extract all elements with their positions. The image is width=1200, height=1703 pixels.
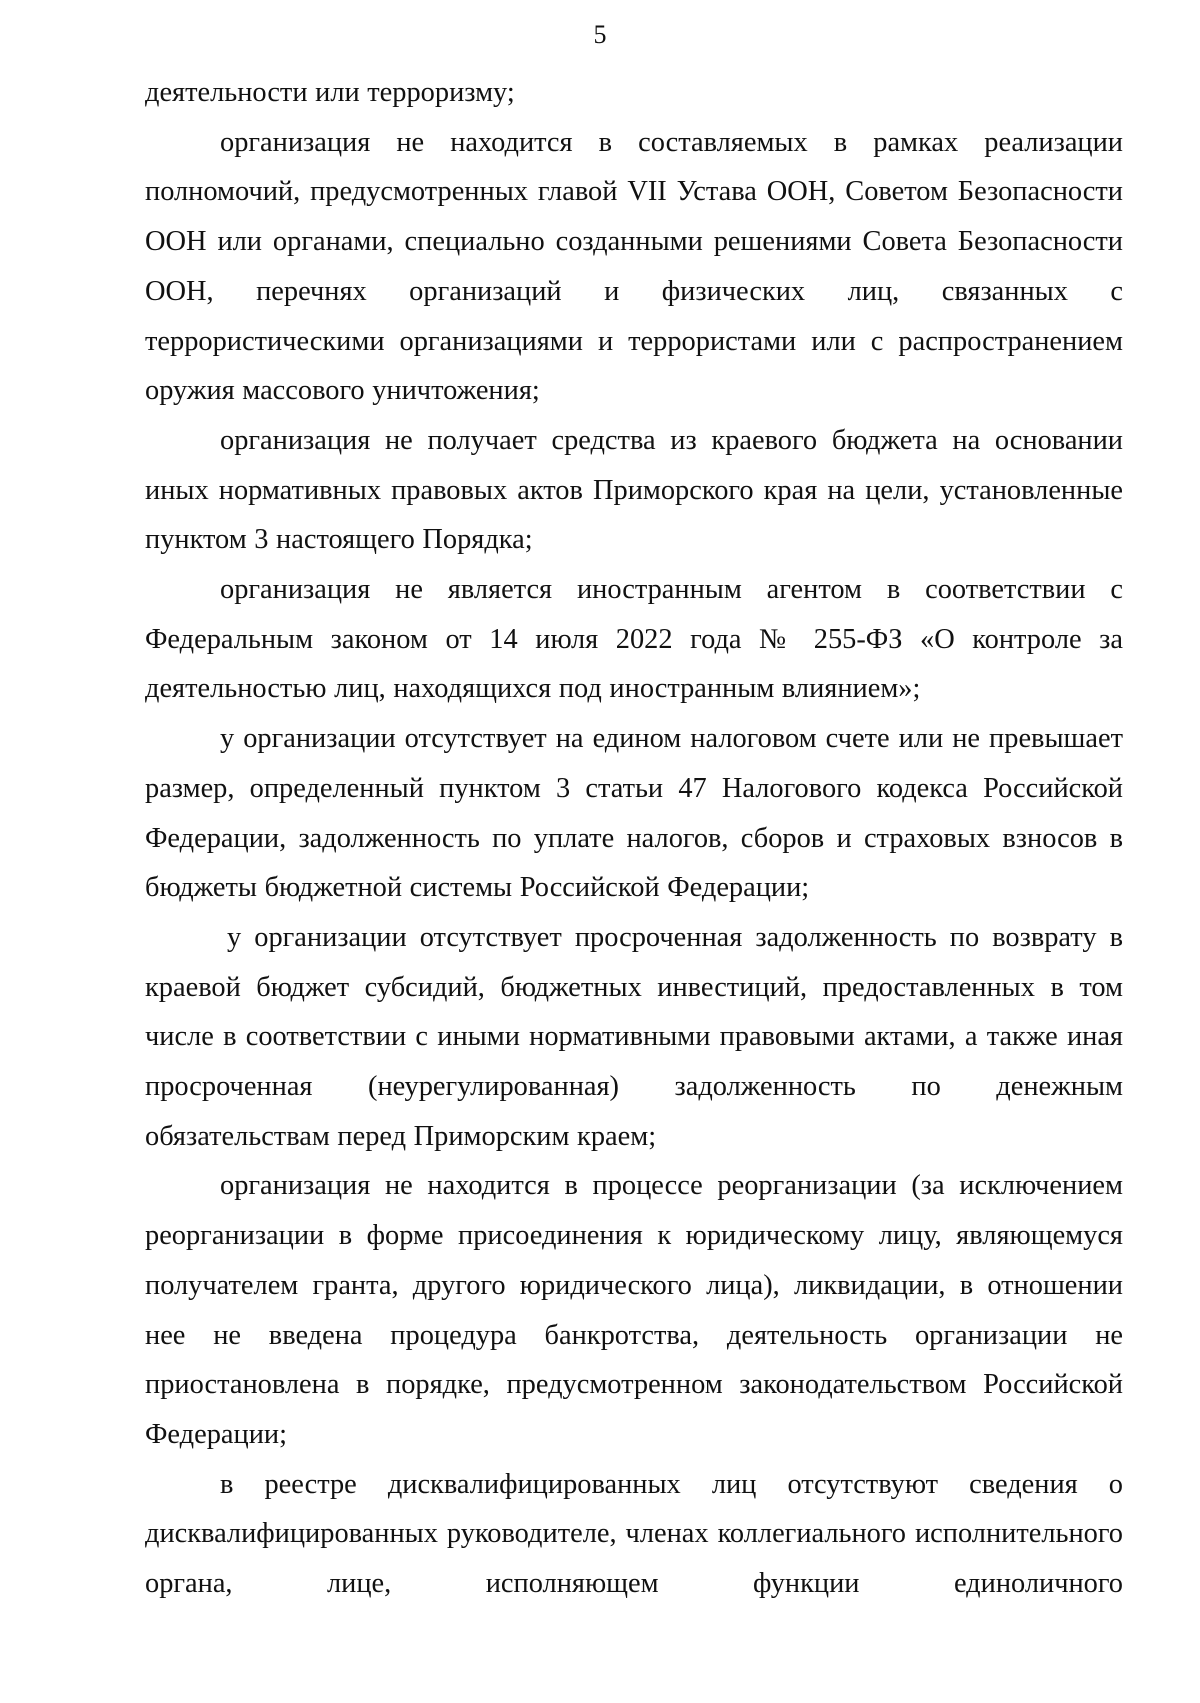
paragraph-regional-budget-funds: организация не получает средства из краевого бюджета на основании иных нормативных правовых актов Приморского края на цели, установленные пунктом 3 настоящего Порядка;	[145, 424, 1123, 556]
document-body	[145, 68, 1123, 1609]
paragraph-reorganization: организация не находится в процессе реорганизации (за исключением реорганизации в форме присоединения к юридическому лицу, являющемуся получателем гранта, другого юридического лица), ликвидации, в отношении нее не введена процедура банкротства, деятельность организации не приостановлена в порядке, предусмотренном законодательством Российской Федерации;	[145, 1170, 1123, 1450]
paragraph-tax-debt: у организации отсутствует на едином налоговом счете или не превышает размер, определенный пунктом 3 статьи 47 Налогового кодекса Российской Федерации, задолженность по уплате налогов, сборов и страховых взносов в бюджеты бюджетной системы Российской Федерации;	[145, 723, 1123, 904]
paragraph-overdue-debt: у организации отсутствует просроченная задолженность по возврату в краевой бюджет субсидий, бюджетных инвестиций, предоставленных в том числе в соответствии с иными нормативными правовыми актами, а также иная просроченная (неурегулированная) задолженность по денежным обязательствам перед Приморским краем;	[145, 921, 1123, 1152]
paragraph-continuation: деятельности или терроризму;	[145, 77, 515, 108]
paragraph-foreign-agent: организация не является иностранным агентом в соответствии с Федеральным законом от 14 июля 2022 года № 255-ФЗ «О контроле за деятельностью лиц, находящихся под иностранным влиянием»;	[145, 574, 1123, 705]
page-number: 5	[593, 20, 607, 49]
paragraph-un-sanctions-list: организация не находится в составляемых в рамках реализации полномочий, предусмотренных главой VII Устава ООН, Советом Безопасности ООН или органами, специально созданными решениями Совета Безопасности ООН, перечнях организаций и физических лиц, связанных с террористическими организациями и террористами или с распространением оружия массового уничтожения;	[145, 126, 1123, 407]
paragraph-disqualified-persons: в реестре дисквалифицированных лиц отсутствуют сведения о дисквалифицированных руководителе, членах коллегиального исполнительного органа, лице, исполняющем функции единоличного	[145, 1468, 1123, 1600]
